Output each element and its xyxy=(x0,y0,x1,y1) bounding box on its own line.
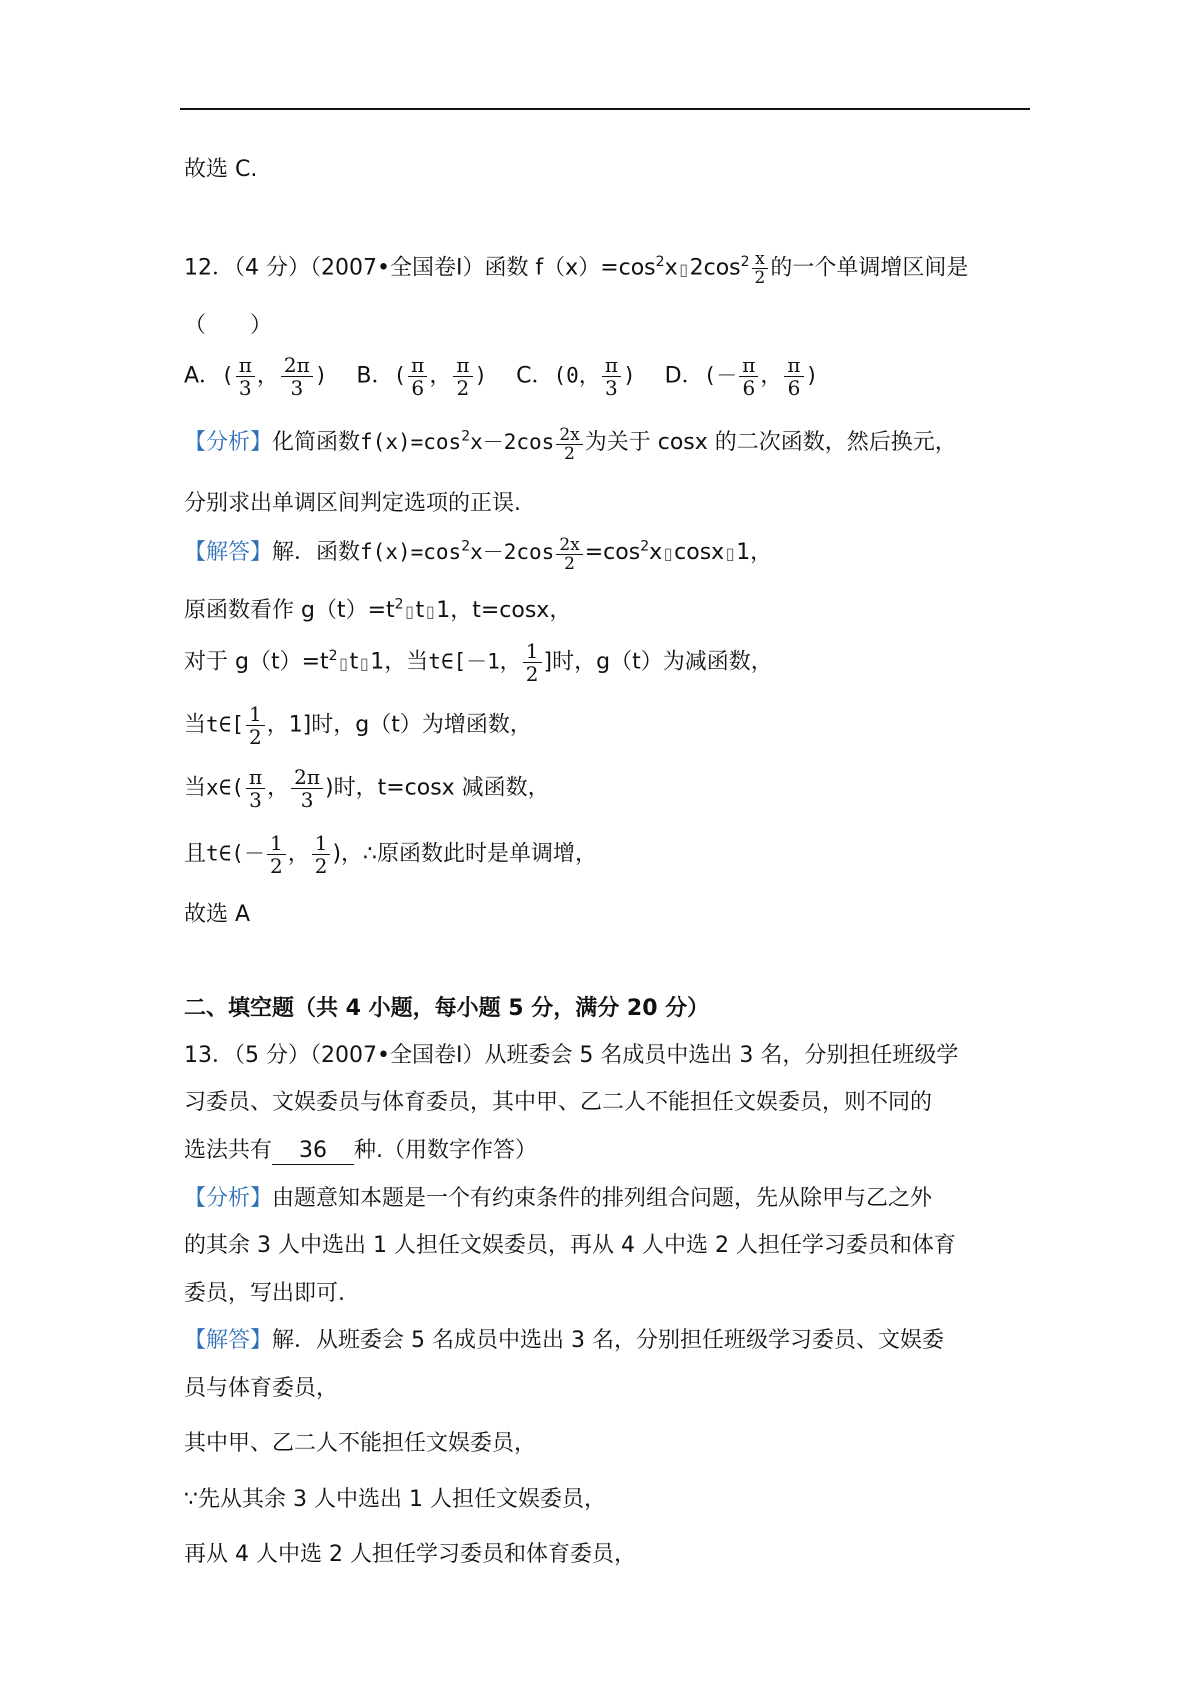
q12-conclusion: 故选 A xyxy=(184,902,251,927)
fraction-numerator: 2π xyxy=(291,766,323,789)
fraction-numerator: 1 xyxy=(312,832,331,855)
section-heading: 二、填空题（共 4 小题，每小题 5 分，满分 20 分） xyxy=(184,996,710,1021)
answer-tag: 【解答】 xyxy=(184,1328,273,1353)
q13-solution-line1 xyxy=(184,1325,944,1357)
paren: (－ xyxy=(703,363,738,388)
solution-text: cosx xyxy=(674,540,725,565)
q12-line-g4 xyxy=(184,766,550,811)
fraction-denominator: 3 xyxy=(300,788,314,812)
missing-glyph-box: ▯ xyxy=(725,544,735,563)
formula: f(x)=cos xyxy=(360,540,462,564)
fraction-numerator: 1 xyxy=(267,832,286,855)
stem-text: 种.（用数字作答） xyxy=(354,1138,538,1163)
q12-square: 2 xyxy=(655,254,665,271)
fraction-numerator: π xyxy=(236,354,255,377)
q12-answer-paren: （ ） xyxy=(184,313,273,338)
fraction-denominator: 2 xyxy=(564,444,575,464)
header-rule xyxy=(180,108,1030,110)
option-b-label: B． xyxy=(356,363,394,389)
fraction xyxy=(453,354,472,399)
q13-analysis-line1 xyxy=(184,1183,932,1215)
fraction xyxy=(556,536,582,573)
paren: ) xyxy=(805,363,819,388)
solution-text: )，∴原函数此时是单调增， xyxy=(332,841,598,867)
interval: x∈( xyxy=(206,775,244,800)
q13-analysis-line2: 的其余 3 人中选出 1 人担任文娱委员，再从 4 人中选 2 人担任学习委员和体育 xyxy=(184,1233,956,1258)
solution-text: 对于 g（t）=t xyxy=(184,649,329,675)
solution-text: 解．函数 xyxy=(272,540,361,565)
missing-glyph-box: ▯ xyxy=(359,653,369,673)
fraction-denominator: 3 xyxy=(605,376,618,400)
comma: ， xyxy=(256,363,279,389)
option-c xyxy=(516,354,635,399)
fraction-numerator: π xyxy=(784,354,803,377)
missing-glyph-box: ▯ xyxy=(663,544,673,563)
fraction-numerator: π xyxy=(602,354,621,377)
answer-tag: 【解答】 xyxy=(184,540,273,565)
fraction xyxy=(267,832,286,877)
fraction-denominator: 6 xyxy=(787,376,801,400)
q13-solution-line4: ∵先从其余 3 人中选出 1 人担任文娱委员， xyxy=(184,1487,606,1512)
missing-glyph-box: ▯ xyxy=(405,602,414,621)
formula: f(x)=cos xyxy=(360,430,462,454)
fraction xyxy=(556,426,582,463)
solution-text: 原函数看作 g（t）=t xyxy=(184,598,395,623)
solution-text: 1，t=cosx， xyxy=(436,598,572,623)
q12-stem xyxy=(184,250,968,287)
solution-text: 1，当 xyxy=(370,649,429,675)
fraction-numerator: π xyxy=(453,354,472,377)
solution-text: 当 xyxy=(184,775,207,801)
fraction-numerator: π xyxy=(408,354,427,377)
fraction-denominator: 2 xyxy=(525,662,539,686)
solution-text: ]时，g（t）为减函数， xyxy=(543,649,773,675)
fraction-denominator: 2 xyxy=(314,854,328,878)
analysis-tag: 【分析】 xyxy=(184,1186,273,1211)
fraction-numerator: 1 xyxy=(246,703,265,726)
fraction xyxy=(739,354,758,399)
q11-conclusion: 故选 C. xyxy=(184,157,258,182)
option-d xyxy=(665,354,819,399)
q12-fraction-x-over-2 xyxy=(752,250,769,287)
fraction-denominator: 2 xyxy=(564,554,575,574)
q12-line-g2 xyxy=(184,640,773,685)
square: 2 xyxy=(328,648,338,665)
q13-stem-line2: 习委员、文娱委员与体育委员，其中甲、乙二人不能担任文娱委员，则不同的 xyxy=(184,1090,933,1115)
fraction xyxy=(784,354,803,399)
analysis-tag: 【分析】 xyxy=(184,430,273,455)
q13-stem-line1: 13．（5 分）（2007•全国卷Ⅰ）从班委会 5 名成员中选出 3 名，分别担任班级学 xyxy=(184,1043,959,1068)
fraction-denominator: 3 xyxy=(238,376,252,400)
fraction-denominator: 2 xyxy=(456,376,470,400)
option-d-label: D． xyxy=(664,363,704,389)
missing-glyph-box: ▯ xyxy=(425,602,435,621)
solution-text: x xyxy=(649,540,663,565)
formula: x－2cos xyxy=(470,430,555,454)
fraction-numerator: 2x xyxy=(556,536,582,555)
fraction-numerator: 2x xyxy=(556,426,582,445)
fraction xyxy=(246,703,265,748)
formula: x－2cos xyxy=(470,540,555,564)
answer-blank: 36 xyxy=(272,1138,354,1165)
q12-line-g3 xyxy=(184,703,532,748)
missing-glyph-box: ▯ xyxy=(339,653,348,673)
interval: t∈[ xyxy=(206,712,244,737)
comma: ， xyxy=(429,363,452,389)
comma: ， xyxy=(267,775,290,801)
option-a-label: A． xyxy=(184,363,222,389)
fraction xyxy=(246,766,265,811)
fraction-numerator: 1 xyxy=(523,640,542,663)
solution-text: ，1]时，g（t）为增函数， xyxy=(266,712,532,738)
fraction xyxy=(236,354,255,399)
q13-solution-line3: 其中甲、乙二人不能担任文娱委员， xyxy=(184,1431,537,1456)
fraction xyxy=(281,354,313,399)
q12-solution xyxy=(184,536,772,573)
paren: ) xyxy=(622,363,636,388)
stem-text: 选法共有 xyxy=(184,1138,273,1163)
q13-solution-line5: 再从 4 人中选 2 人担任学习委员和体育委员， xyxy=(184,1542,636,1567)
fraction-denominator: 2 xyxy=(248,725,262,749)
q12-line-g1 xyxy=(184,595,571,628)
fraction-numerator: x xyxy=(752,250,769,269)
paren: ) xyxy=(314,363,328,388)
square: 2 xyxy=(461,428,471,445)
fraction-numerator: π xyxy=(739,354,758,377)
q13-stem-line3 xyxy=(184,1135,537,1167)
interval: t∈(－ xyxy=(206,841,265,866)
analysis-text: 由题意知本题是一个有约束条件的排列组合问题，先从除甲与乙之外 xyxy=(272,1186,933,1211)
interval: t∈[－1， xyxy=(428,649,521,674)
analysis-text: 化简函数 xyxy=(272,430,361,455)
q12-stem-suffix: 的一个单调增区间是 xyxy=(770,255,969,281)
solution-text: 当 xyxy=(184,712,207,738)
fraction-denominator: 3 xyxy=(290,376,304,400)
q13-solution-line2: 员与体育委员， xyxy=(184,1376,339,1401)
q12-square-2: 2 xyxy=(740,254,750,271)
q13-analysis-line3: 委员，写出即可. xyxy=(184,1281,345,1306)
q12-stem-prefix: 12．（4 分）（2007•全国卷Ⅰ）函数 f（x）=cos xyxy=(184,255,656,281)
q12-analysis-line2: 分别求出单调区间判定选项的正误. xyxy=(184,491,521,516)
fraction xyxy=(291,766,323,811)
option-a xyxy=(184,354,327,399)
fraction-numerator: π xyxy=(246,766,265,789)
solution-text: t xyxy=(415,598,425,623)
fraction-denominator: 3 xyxy=(249,788,262,812)
fraction xyxy=(602,354,621,399)
q12-analysis xyxy=(184,426,957,463)
fraction-denominator: 6 xyxy=(411,376,425,400)
comma: ， xyxy=(287,841,310,867)
fraction-denominator: 2 xyxy=(269,854,283,878)
fraction-numerator: 2π xyxy=(281,354,313,377)
paren: ( xyxy=(221,363,234,388)
option-c-label: C． xyxy=(516,363,554,389)
solution-text: 且 xyxy=(184,841,207,867)
analysis-text: 为关于 cosx 的二次函数，然后换元， xyxy=(584,430,957,455)
solution-text: )时，t=cosx 减函数， xyxy=(325,775,550,801)
comma: ， xyxy=(760,363,783,389)
q12-options xyxy=(184,354,840,399)
fraction xyxy=(312,832,331,877)
fraction xyxy=(523,640,542,685)
q12-stem-cos: 2cos xyxy=(689,255,741,281)
square: 2 xyxy=(394,596,404,613)
fraction-denominator: 2 xyxy=(754,268,766,288)
missing-glyph-box: ▯ xyxy=(679,259,689,279)
fraction xyxy=(408,354,427,399)
paren: ) xyxy=(474,363,488,388)
fraction-denominator: 6 xyxy=(742,376,756,400)
solution-text: 解．从班委会 5 名成员中选出 3 名，分别担任班级学习委员、文娱委 xyxy=(272,1328,944,1353)
option-b xyxy=(356,354,487,399)
paren: ( xyxy=(393,363,407,388)
q12-line-g5 xyxy=(184,832,597,877)
square: 2 xyxy=(461,538,471,555)
q12-stem-x: x xyxy=(664,255,678,281)
solution-text: t xyxy=(349,649,359,675)
solution-text: =cos xyxy=(584,540,641,565)
paren: (0， xyxy=(553,363,600,388)
solution-text: 1， xyxy=(736,540,773,565)
square: 2 xyxy=(640,538,650,555)
